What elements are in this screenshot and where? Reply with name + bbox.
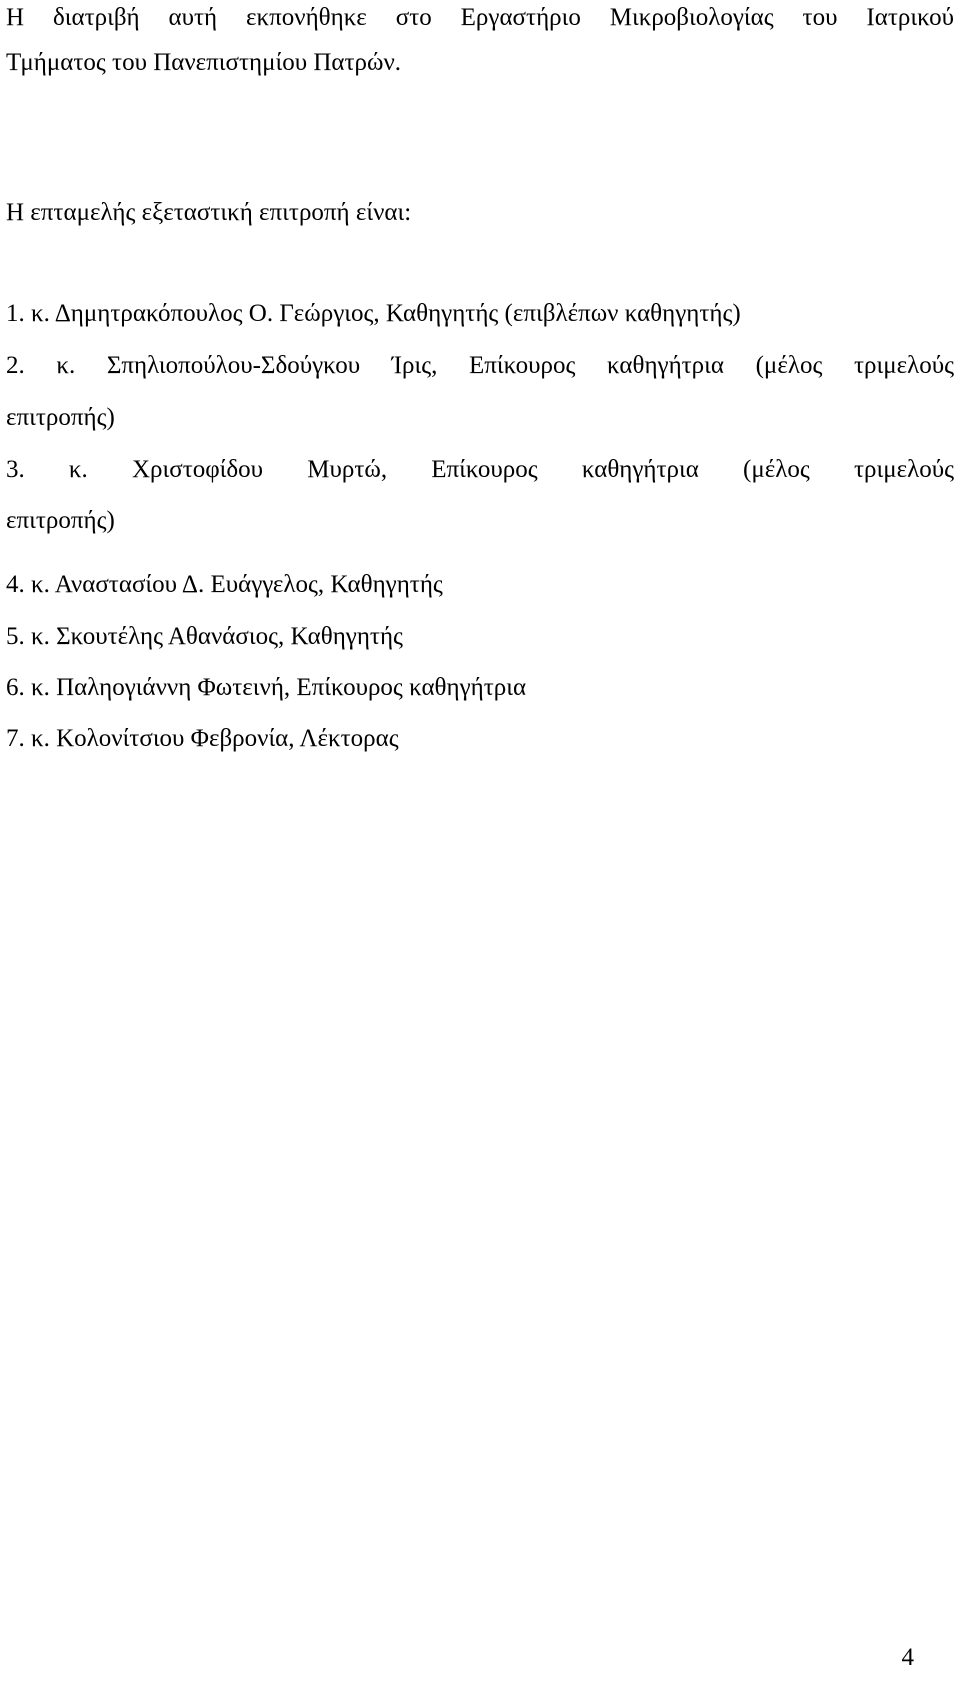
member-7: 7. κ. Κολονίτσιου Φεβρονία, Λέκτορας (6, 725, 399, 752)
member-3-line-2: επιτροπής) (6, 507, 115, 534)
intro-line-2: Τμήματος του Πανεπιστημίου Πατρών. (6, 49, 402, 76)
member-6: 6. κ. Παληογιάννη Φωτεινή, Επίκουρος καθηγήτρια (6, 674, 527, 701)
member-2-line-2: επιτροπής) (6, 404, 115, 431)
member-4: 4. κ. Αναστασίου Δ. Ευάγγελος, Καθηγητής (6, 571, 443, 598)
member-3-line-1: 3. κ. Χριστοφίδου Μυρτώ, Επίκουρος καθηγήτρια (μέλος τριμελούς (6, 456, 954, 483)
intro-line-1: Η διατριβή αυτή εκπονήθηκε στο Εργαστήριο Μικροβιολογίας του Ιατρικού (6, 4, 954, 31)
committee-heading: Η επταμελής εξεταστική επιτροπή είναι: (6, 199, 412, 226)
page-number: 4 (901, 1644, 914, 1671)
member-5: 5. κ. Σκουτέλης Αθανάσιος, Καθηγητής (6, 623, 403, 650)
member-1: 1. κ. Δημητρακόπουλος Ο. Γεώργιος, Καθηγητής (επιβλέπων καθηγητής) (6, 300, 741, 327)
member-2-line-1: 2. κ. Σπηλιοπούλου-Σδούγκου Ίρις, Επίκουρος καθηγήτρια (μέλος τριμελούς (6, 352, 954, 379)
